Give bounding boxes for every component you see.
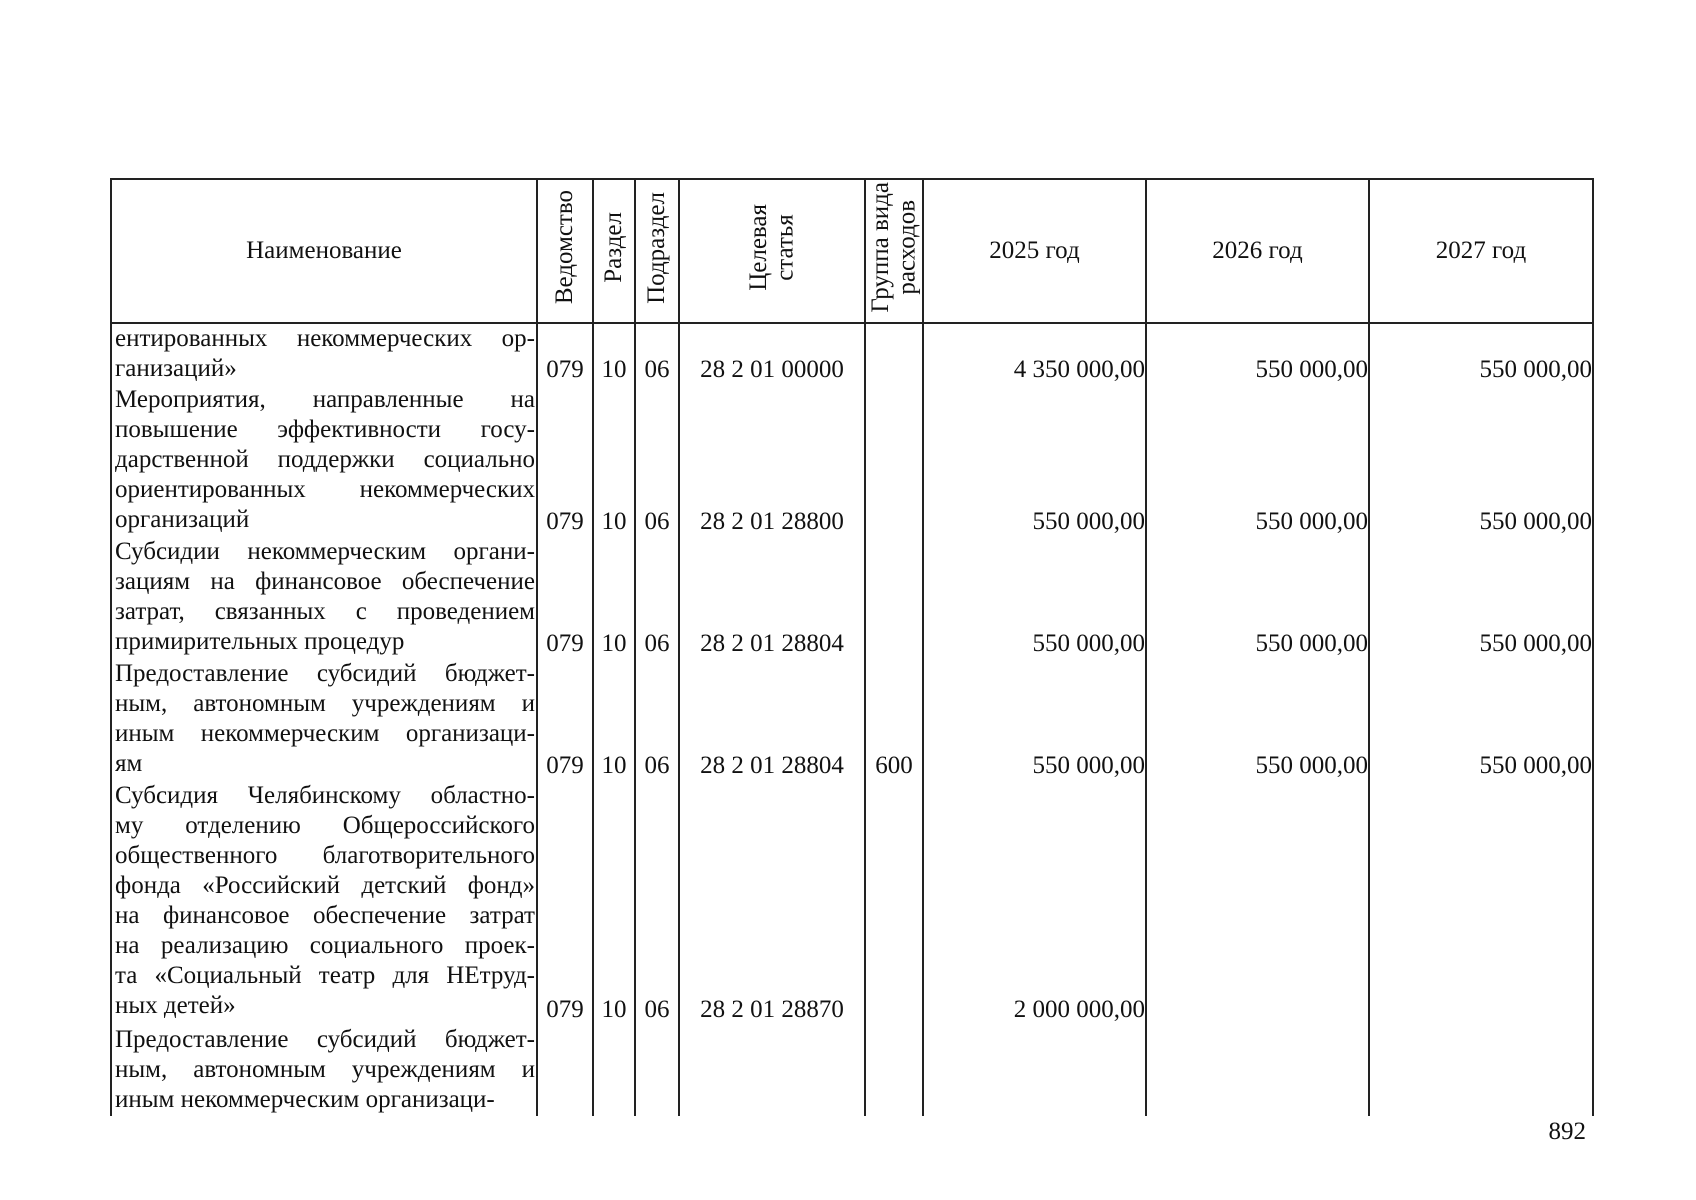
page-number: 892 <box>1548 1118 1586 1145</box>
row-name-line: ным, автономным учреждениям и <box>115 690 535 718</box>
row-dept: 079 <box>537 537 593 659</box>
col-header-subsection: Подраздел <box>635 179 679 323</box>
row-2026 <box>1146 781 1369 1025</box>
row-name-line: иным некоммерческим организаци- <box>115 1085 495 1113</box>
row-exp-group <box>865 385 923 537</box>
row-subsection: 06 <box>635 781 679 1025</box>
row-2027 <box>1369 781 1593 1025</box>
row-subsection <box>635 1025 679 1116</box>
table-row <box>111 659 1593 781</box>
row-2027 <box>1369 1025 1593 1116</box>
row-name <box>111 781 537 1025</box>
row-2027: 550 000,00 <box>1369 537 1593 659</box>
table-row <box>111 1025 1593 1116</box>
row-section: 10 <box>593 323 635 385</box>
row-2025 <box>923 1025 1146 1116</box>
row-2026: 550 000,00 <box>1146 323 1369 385</box>
row-2025: 550 000,00 <box>923 537 1146 659</box>
row-exp-group <box>865 323 923 385</box>
row-target: 28 2 01 28870 <box>679 781 865 1025</box>
row-dept: 079 <box>537 659 593 781</box>
row-section: 10 <box>593 781 635 1025</box>
table-body <box>111 323 1593 1116</box>
row-name <box>111 323 537 385</box>
row-name-line: ным, автономным учреждениям и <box>115 1055 535 1083</box>
row-name-line: му отделению Общероссийского <box>115 811 535 839</box>
row-2026: 550 000,00 <box>1146 659 1369 781</box>
row-name-line: Предоставление субсидий бюджет- <box>115 660 535 688</box>
row-subsection: 06 <box>635 659 679 781</box>
row-target: 28 2 01 28804 <box>679 537 865 659</box>
row-target: 28 2 01 28804 <box>679 659 865 781</box>
budget-table <box>110 178 1594 1116</box>
table-row <box>111 781 1593 1025</box>
row-name-line: та «Социальный театр для НЕтруд- <box>115 961 535 989</box>
row-name-line: затрат, связанных с проведением <box>115 598 535 626</box>
col-header-target: Целевая статья <box>679 179 865 323</box>
row-name-line: Субсидия Челябинскому областно- <box>115 781 535 809</box>
table-row <box>111 385 1593 537</box>
row-2027: 550 000,00 <box>1369 323 1593 385</box>
col-header-2025: 2025 год <box>923 179 1146 323</box>
row-2027: 550 000,00 <box>1369 385 1593 537</box>
col-header-2027: 2027 год <box>1369 179 1593 323</box>
row-name-line: фонда «Российский детский фонд» <box>115 871 535 899</box>
row-target <box>679 1025 865 1116</box>
row-target: 28 2 01 00000 <box>679 323 865 385</box>
col-header-section: Раздел <box>593 179 635 323</box>
row-2026: 550 000,00 <box>1146 537 1369 659</box>
row-dept: 079 <box>537 323 593 385</box>
row-name-line: ных детей» <box>115 991 236 1019</box>
row-name-line: общественного благотворительного <box>115 841 535 869</box>
row-2025: 550 000,00 <box>923 659 1146 781</box>
row-name-line: организаций <box>115 505 250 533</box>
row-2026 <box>1146 1025 1369 1116</box>
row-name-line: повышение эффективности госу- <box>115 415 535 443</box>
row-name-line: ориентированных некоммерческих <box>115 475 535 503</box>
row-name-line: иным некоммерческим организаци- <box>115 720 535 748</box>
row-name-line: дарственной поддержки социально <box>115 445 535 473</box>
row-section: 10 <box>593 385 635 537</box>
row-name <box>111 659 537 781</box>
row-2025: 4 350 000,00 <box>923 323 1146 385</box>
row-name-line: зациям на финансовое обеспечение <box>115 568 535 596</box>
row-name <box>111 385 537 537</box>
row-exp-group <box>865 1025 923 1116</box>
row-name-line: ентированных некоммерческих ор- <box>115 325 535 352</box>
row-exp-group <box>865 781 923 1025</box>
row-dept: 079 <box>537 385 593 537</box>
row-name-line: Субсидии некоммерческим органи- <box>115 538 535 566</box>
col-header-name: Наименование <box>111 179 537 323</box>
row-name-line: на реализацию социального проек- <box>115 931 535 959</box>
row-dept: 079 <box>537 781 593 1025</box>
row-name-line: ганизаций» <box>115 355 237 382</box>
row-section: 10 <box>593 659 635 781</box>
table-row <box>111 537 1593 659</box>
row-section <box>593 1025 635 1116</box>
row-name-line: Мероприятия, направленные на <box>115 385 535 413</box>
row-dept <box>537 1025 593 1116</box>
table-header-row <box>111 179 1593 323</box>
row-2026: 550 000,00 <box>1146 385 1369 537</box>
row-exp-group <box>865 537 923 659</box>
row-name-line: ям <box>115 750 143 778</box>
row-name-line: примирительных процедур <box>115 628 405 656</box>
row-2025: 2 000 000,00 <box>923 781 1146 1025</box>
row-2027: 550 000,00 <box>1369 659 1593 781</box>
row-exp-group: 600 <box>865 659 923 781</box>
row-target: 28 2 01 28800 <box>679 385 865 537</box>
row-subsection: 06 <box>635 537 679 659</box>
row-name-line: на финансовое обеспечение затрат <box>115 901 535 929</box>
row-subsection: 06 <box>635 323 679 385</box>
row-name <box>111 1025 537 1116</box>
row-name-line: Предоставление субсидий бюджет- <box>115 1025 535 1053</box>
col-header-dept: Ведомство <box>537 179 593 323</box>
row-subsection: 06 <box>635 385 679 537</box>
row-2025: 550 000,00 <box>923 385 1146 537</box>
row-name <box>111 537 537 659</box>
col-header-2026: 2026 год <box>1146 179 1369 323</box>
row-section: 10 <box>593 537 635 659</box>
table-row <box>111 323 1593 385</box>
col-header-exp-group: Группа вида расходов <box>865 179 923 323</box>
